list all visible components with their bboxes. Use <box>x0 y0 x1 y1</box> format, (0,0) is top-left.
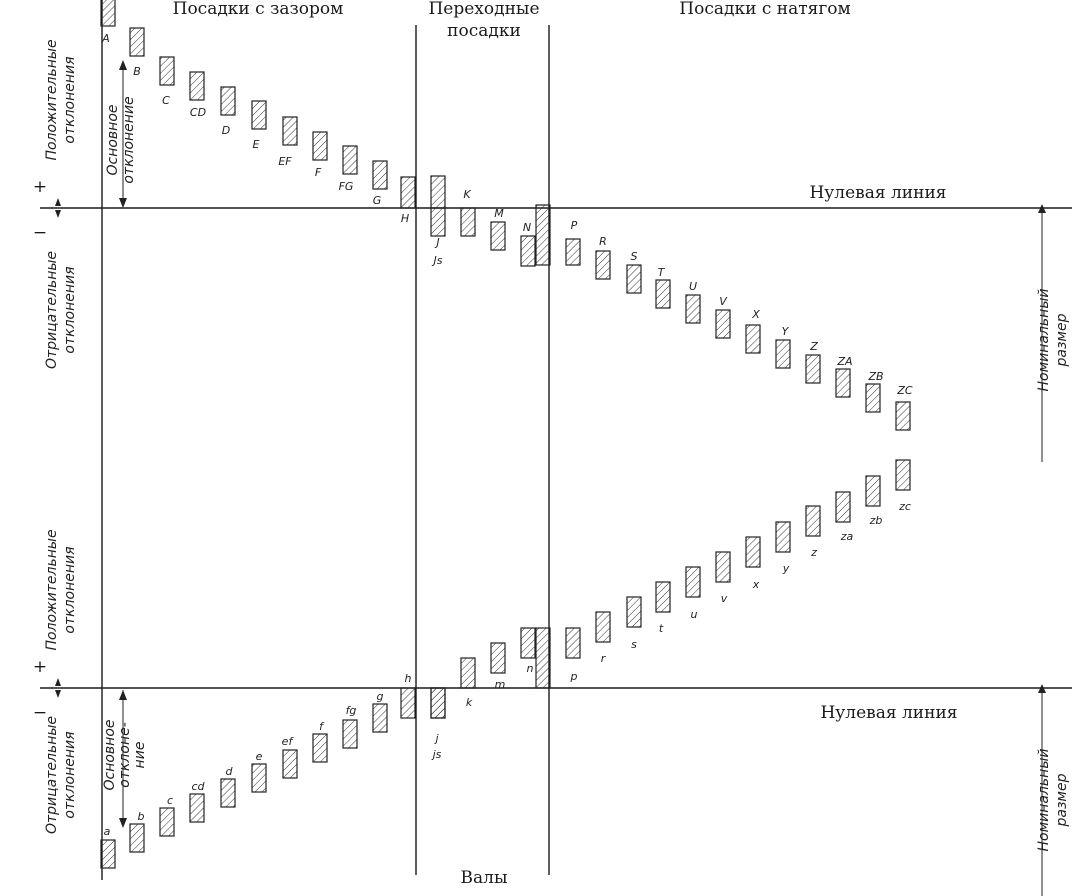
shaft-field-x <box>746 537 760 567</box>
header-transition-fits: Переходные посадки <box>428 0 540 41</box>
shaft-label-y: y <box>782 562 790 575</box>
hole-field-e <box>252 101 266 129</box>
hole-label-cd: CD <box>189 106 207 119</box>
zero-line-label-holes: Нулевая линия <box>809 183 947 203</box>
side-label-basic-deviation-shafts: Основноеотклоне-ние <box>102 719 148 791</box>
zero-marker-shafts-down <box>55 690 61 698</box>
basic-deviation-arrow-shafts-bottom <box>119 818 127 828</box>
shaft-label-a: a <box>103 825 111 838</box>
basic-deviation-arrow-shafts-top <box>119 690 127 700</box>
shaft-field-v <box>716 552 730 582</box>
hole-field-js <box>431 208 445 236</box>
shaft-field-za <box>836 492 850 522</box>
side-label-nominal-shafts: Номинальный размер <box>1036 748 1070 852</box>
hole-field-ef <box>283 117 297 145</box>
shaft-field-k <box>461 658 475 688</box>
side-label-basic-deviation-holes: Основноеотклонение <box>105 96 137 184</box>
hole-label-zb: ZB <box>868 370 884 383</box>
shaft-field-g <box>373 704 387 732</box>
hole-field-t <box>656 280 670 308</box>
shaft-field-c <box>160 808 174 836</box>
shaft-label-za: za <box>840 530 854 543</box>
basic-deviation-arrow-holes-bottom <box>119 198 127 208</box>
shaft-label-h: h <box>404 672 412 685</box>
shaft-label-e: e <box>255 750 263 763</box>
shaft-field-y <box>776 522 790 552</box>
shaft-field-s <box>627 597 641 627</box>
hole-label-b: B <box>133 65 141 78</box>
hole-label-v: V <box>719 295 727 308</box>
shaft-label-p: p <box>570 670 578 683</box>
hole-label-t: T <box>657 266 665 279</box>
tolerance-fields <box>101 0 913 868</box>
basic-deviation-arrow-holes-top <box>119 60 127 70</box>
hole-label-s: S <box>630 250 638 263</box>
hole-field-n <box>521 236 535 266</box>
shaft-field-u <box>686 567 700 597</box>
shaft-label-zb: zb <box>869 514 883 527</box>
shaft-label-k: k <box>465 696 473 709</box>
hole-field-r <box>596 251 610 279</box>
shaft-field-js <box>431 688 445 718</box>
hole-label-m: M <box>494 207 504 220</box>
hole-label-fg: FG <box>338 180 354 193</box>
hole-field-d <box>221 87 235 115</box>
hole-label-u: U <box>688 280 698 293</box>
shaft-field-n-extended <box>536 628 550 688</box>
shaft-field-cd <box>190 794 204 822</box>
shaft-label-g: g <box>376 690 384 703</box>
hole-field-zb <box>866 384 880 412</box>
hole-field-c <box>160 57 174 85</box>
hole-field-n-extended <box>536 205 550 265</box>
hole-field-j <box>431 176 445 208</box>
shaft-field-d <box>221 779 235 807</box>
hole-field-s <box>627 265 641 293</box>
shaft-field-b <box>130 824 144 852</box>
shaft-field-zc <box>896 460 910 490</box>
shaft-field-fg <box>343 720 357 748</box>
side-labels <box>44 39 1070 851</box>
side-label-positive-holes: Положительные отклонения <box>44 39 78 161</box>
zero-line-label-shafts: Нулевая линия <box>820 703 958 723</box>
shaft-label-s: s <box>631 638 637 651</box>
hole-label-y: Y <box>781 325 789 338</box>
zero-marker-holes <box>55 198 61 206</box>
hole-label-e: E <box>252 138 260 151</box>
hole-field-g <box>373 161 387 189</box>
minus-sign-holes: − <box>32 223 48 243</box>
shaft-field-a <box>101 840 115 868</box>
shaft-label-b: b <box>137 810 145 823</box>
hole-field-h <box>401 177 415 208</box>
hole-field-a <box>101 0 115 26</box>
hole-field-m <box>491 222 505 250</box>
hole-field-v <box>716 310 730 338</box>
hole-field-zc <box>896 402 910 430</box>
shaft-field-p <box>566 628 580 658</box>
shaft-label-f: f <box>319 720 323 733</box>
hole-label-h: H <box>400 212 410 225</box>
hole-label-d: D <box>221 124 231 137</box>
hole-label-z: Z <box>810 340 818 353</box>
shaft-label-ef: ef <box>281 735 293 748</box>
hole-label-f: F <box>314 166 322 179</box>
hole-label-j: J <box>436 236 440 249</box>
shaft-label-n: n <box>526 662 534 675</box>
shaft-label-t: t <box>658 622 664 635</box>
shaft-field-z <box>806 506 820 536</box>
hole-field-k <box>461 208 475 236</box>
header-clearance-fits: Посадки с зазором <box>172 0 344 19</box>
hole-field-f <box>313 132 327 160</box>
hole-field-b <box>130 28 144 56</box>
hole-field-fg <box>343 146 357 174</box>
hole-label-p: P <box>570 219 578 232</box>
shaft-field-f <box>313 734 327 762</box>
zero-marker-holes-down <box>55 210 61 218</box>
hole-label-ef: EF <box>278 155 292 168</box>
shaft-label-c: c <box>166 794 174 807</box>
shaft-field-ef <box>283 750 297 778</box>
hole-field-za <box>836 369 850 397</box>
hole-field-y <box>776 340 790 368</box>
shaft-field-r <box>596 612 610 642</box>
hole-field-x <box>746 325 760 353</box>
shaft-label-u: u <box>690 608 698 621</box>
shaft-label-js: js <box>432 748 442 761</box>
shaft-label-z: z <box>811 546 817 559</box>
shaft-label-zc: zc <box>899 500 911 513</box>
shaft-field-e <box>252 764 266 792</box>
hole-label-za: ZA <box>837 355 853 368</box>
shaft-field-m <box>491 643 505 673</box>
shaft-label-fg: fg <box>345 704 357 717</box>
side-label-positive-shafts: Положительные отклонения <box>44 529 78 651</box>
zero-marker-shafts <box>55 678 61 686</box>
hole-label-a: A <box>102 32 110 45</box>
shaft-label-x: x <box>752 578 760 591</box>
hole-field-u <box>686 295 700 323</box>
shaft-label-m: m <box>494 678 506 691</box>
hole-field-p <box>566 239 580 265</box>
shaft-field-h <box>401 688 415 718</box>
hole-label-g: G <box>372 194 382 207</box>
hole-field-z <box>806 355 820 383</box>
plus-sign-holes: + <box>32 177 48 197</box>
plus-sign-shafts: + <box>32 657 48 677</box>
hole-label-js: Js <box>433 254 443 267</box>
minus-sign-shafts: − <box>32 703 48 723</box>
hole-label-k: K <box>463 188 471 201</box>
hole-field-cd <box>190 72 204 100</box>
hole-label-r: R <box>599 235 607 248</box>
side-label-negative-holes: Отрицательные отклонения <box>44 250 78 370</box>
shaft-field-n <box>521 628 535 658</box>
shafts-caption: Валы <box>460 868 508 888</box>
side-label-nominal-holes: Номинальный размер <box>1036 288 1070 392</box>
hole-label-zc: ZC <box>897 384 913 397</box>
structure-lines <box>40 0 1072 896</box>
hole-label-n: N <box>522 221 532 234</box>
shaft-field-t <box>656 582 670 612</box>
shaft-label-j: j <box>435 732 439 745</box>
hole-label-c: C <box>162 94 170 107</box>
header-interference-fits: Посадки с натягом <box>679 0 851 19</box>
shaft-label-cd: cd <box>191 780 205 793</box>
shaft-label-v: v <box>720 592 728 605</box>
shaft-label-r: r <box>600 652 606 665</box>
shaft-label-d: d <box>225 765 233 778</box>
shaft-field-zb <box>866 476 880 506</box>
side-label-negative-shafts: Отрицательные отклонения <box>44 715 78 835</box>
hole-label-x: X <box>752 308 760 321</box>
